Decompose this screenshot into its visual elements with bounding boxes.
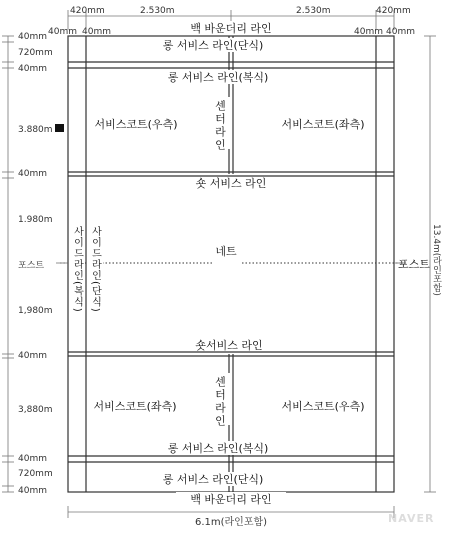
dim-left-1: 40mm bbox=[18, 32, 47, 42]
side-line-doubles: 사이드라인(복식) bbox=[71, 226, 83, 313]
center-line-bottom: 센터라인 bbox=[213, 376, 227, 428]
long-service-line-singles-top: 롱 서비스 라인(단식) bbox=[162, 39, 264, 52]
dim-left-11: 720mm bbox=[18, 469, 53, 479]
bottom-dimension bbox=[68, 506, 394, 528]
long-service-line-doubles-top: 롱 서비스 라인(복식) bbox=[167, 71, 269, 84]
dim-left-8: 40mm bbox=[18, 351, 47, 361]
center-line-top: 센터라인 bbox=[213, 100, 227, 152]
total-width-label: 6.1m(라인포함) bbox=[194, 517, 268, 528]
dim-top-center-left: 2.530m bbox=[140, 6, 175, 16]
marker-square bbox=[55, 124, 64, 132]
service-court-bottom-left: 서비스코트(좌측) bbox=[93, 400, 177, 413]
back-boundary-line-top: 백 바운더리 라인 bbox=[190, 22, 272, 35]
dim-left-6: 1.980m bbox=[18, 215, 53, 225]
long-service-line-doubles-bottom: 롱 서비스 라인(복식) bbox=[167, 442, 269, 455]
dim-left-5: 40mm bbox=[18, 169, 47, 179]
dim-top-center-right: 2.530m bbox=[296, 6, 331, 16]
back-boundary-line-bottom: 백 바운더리 라인 bbox=[190, 493, 272, 506]
post-label-right: 포스트 bbox=[398, 258, 430, 271]
dim-left-2: 720mm bbox=[18, 48, 53, 58]
short-service-line-top: 숏 서비스 라인 bbox=[195, 177, 267, 190]
dim-line-width-l2: 40mm bbox=[82, 27, 111, 37]
short-service-line-bottom: 숏서비스 라인 bbox=[195, 339, 263, 352]
dim-left-10: 40mm bbox=[18, 454, 47, 464]
naver-watermark: NAVER bbox=[388, 512, 435, 525]
dim-left-9: 3,880m bbox=[18, 405, 53, 415]
side-line-singles: 사이드라인(단식) bbox=[89, 226, 101, 313]
service-court-top-left: 서비스코트(우측) bbox=[94, 118, 178, 131]
service-court-bottom-right: 서비스코트(우측) bbox=[281, 400, 365, 413]
dim-left-12: 40mm bbox=[18, 486, 47, 496]
post-label-left: 포스트 bbox=[18, 261, 45, 271]
net-label: 네트 bbox=[215, 245, 237, 258]
dim-top-left-outer: 420mm bbox=[70, 6, 105, 16]
dim-top-right-outer: 420mm bbox=[376, 6, 411, 16]
dim-line-width-r2: 40mm bbox=[386, 27, 415, 37]
dim-left-4: 3.880m bbox=[18, 125, 53, 135]
left-dimension bbox=[2, 32, 64, 496]
total-length-label: 13.4m(라인포함) bbox=[431, 224, 441, 296]
dim-line-width-l1: 40mm bbox=[48, 27, 77, 37]
dim-left-3: 40mm bbox=[18, 64, 47, 74]
dim-left-7: 1,980m bbox=[18, 306, 53, 316]
long-service-line-singles-bottom: 롱 서비스 라인(단식) bbox=[162, 473, 264, 486]
dim-line-width-r1: 40mm bbox=[354, 27, 383, 37]
service-court-top-right: 서비스코트(좌측) bbox=[281, 118, 365, 131]
